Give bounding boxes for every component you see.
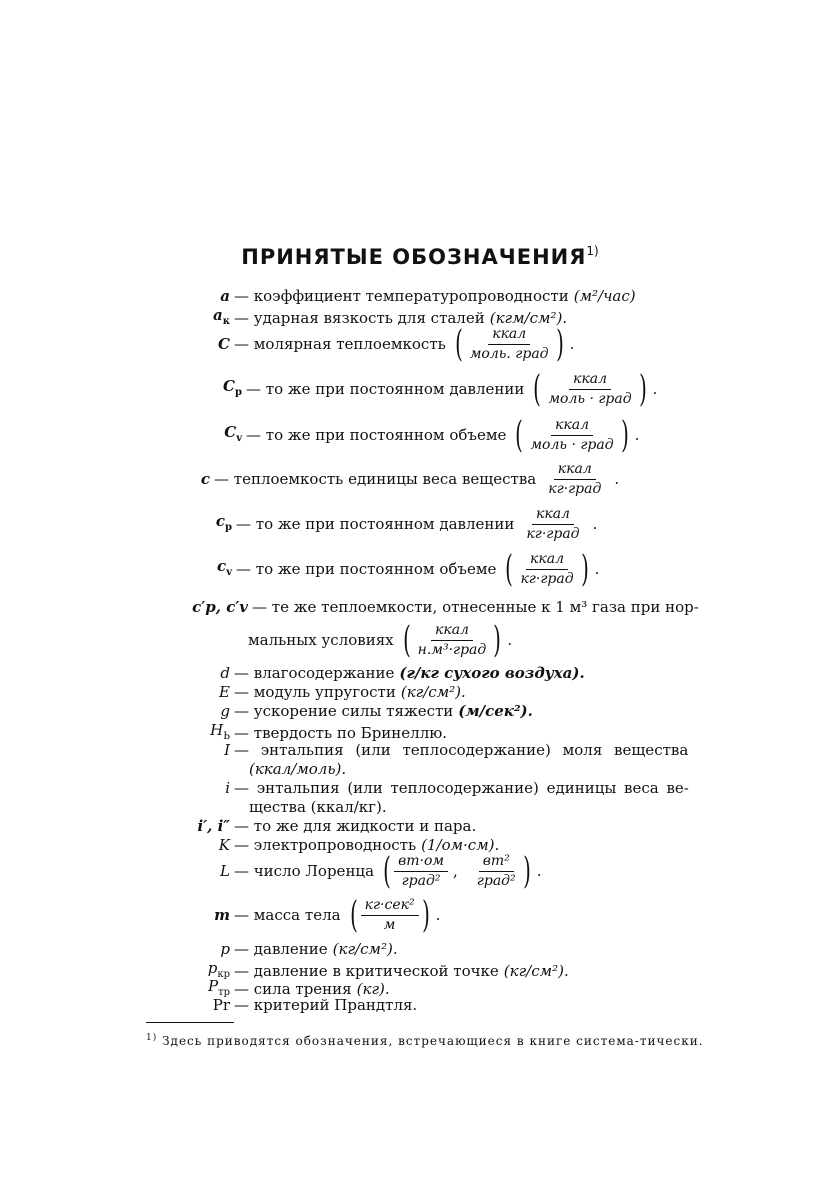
symbol: d bbox=[220, 664, 230, 682]
symbol: $C_v$ bbox=[224, 423, 242, 444]
entry-I: I — энтальпия (или теплосодержание) моля вещества bbox=[200, 741, 688, 760]
entry-c: c — теплоемкость единицы веса вещества $\frac{\text{ккал}}{\text{кг·град}}$ . bbox=[188, 461, 619, 498]
entry-Ptr: $P_{тр}$ — сила трения (кг). bbox=[200, 977, 390, 1002]
symbol: I bbox=[224, 741, 230, 759]
entry-E: E — модуль упругости (кг/см²). bbox=[200, 683, 466, 702]
entry-cv: $c_v$ — то же при постоянном объеме ( $\frac{\text{ккал}}{\text{кг·град}}$ ) . bbox=[188, 551, 599, 588]
entry-ak: $a_к$ — ударная вязкость для сталей (кгм/см²). bbox=[200, 306, 567, 331]
footnote: $^{1)}$ Здесь приводятся обозначения, встречающиеся в книге система-тически. bbox=[146, 1033, 704, 1048]
symbol: Pr bbox=[212, 996, 230, 1014]
unit-fraction: $\frac{\text{ккал}}{\text{кг·град}}$ bbox=[548, 461, 602, 497]
symbol: $c_v$ bbox=[217, 557, 232, 578]
symbol: $P_{тр}$ bbox=[207, 977, 230, 998]
unit-fraction: $\frac{\text{ккал}}{\text{моль · град}}$ bbox=[530, 417, 614, 453]
unit-fraction: $\frac{\text{вт²}}{\text{град²}}$ bbox=[476, 853, 516, 889]
page-title: ПРИНЯТЫЕ ОБОЗНАЧЕНИЯ$^{1)}$ bbox=[241, 244, 599, 269]
symbol: $p_{кр}$ bbox=[207, 959, 230, 980]
symbol: i′, i″ bbox=[197, 817, 230, 835]
symbol: $c_p$ bbox=[215, 512, 232, 533]
unit-fraction: $\frac{\text{ккал}}{\text{кг·град}}$ bbox=[526, 506, 580, 542]
unit-fraction: $\frac{вт\cdot ом}{\text{град²}}$ bbox=[394, 853, 448, 890]
entry-i-prime: i′, i″ — то же для жидкости и пара. bbox=[170, 817, 476, 836]
unit-fraction: $\frac{\text{ккал}}{\text{кг·град}}$ bbox=[520, 551, 574, 587]
entry-Cp: $C_p$ — то же при постоянном давлении ( $\frac{\text{ккал}}{\text{моль · град}}$ ) . bbox=[198, 371, 657, 408]
entry-a: a — коэффициент температуропроводности (м²/час) bbox=[200, 287, 636, 306]
unit-fraction: $\frac{\text{кг·сек²}}{м}$ bbox=[361, 897, 419, 934]
symbol: a bbox=[220, 287, 230, 305]
entry-C: C — молярная теплоемкость ( $\frac{\text{ккал}}{\text{моль. град}}$ ) . bbox=[200, 326, 574, 363]
symbol: C bbox=[218, 335, 230, 353]
symbol: m bbox=[214, 906, 230, 924]
entry-cp-cv-normal-continued: мальных условиях ( $\frac{\text{ккал}}{\text{н.м³·град}}$ ) . bbox=[248, 619, 513, 661]
symbol: g bbox=[220, 702, 230, 720]
symbol: $a_к$ bbox=[213, 306, 230, 327]
entry-Pr: Pr — критерий Прандтля. bbox=[200, 996, 417, 1015]
symbol: E bbox=[219, 683, 230, 701]
footnote-rule bbox=[146, 1022, 234, 1023]
entry-p: p — давление (кг/см²). bbox=[200, 940, 398, 959]
entry-I-continued: (ккал/моль). bbox=[249, 760, 347, 778]
entry-Cv: $C_v$ — то же при постоянном объеме ( $\frac{\text{ккал}}{\text{моль · град}}$ ) . bbox=[198, 417, 639, 454]
symbol: $C_p$ bbox=[223, 377, 242, 398]
entry-i: i — энтальпия (или теплосодержание) единицы веса ве- bbox=[200, 779, 689, 798]
entry-g: g — ускорение силы тяжести (м/сек²). bbox=[200, 702, 533, 721]
entry-L: L — число Лоренца ( $\frac{вт\cdot ом}{\text{град²}}$ , $\frac{\text{вт²}}{\text{град²}}$ ) . bbox=[200, 853, 541, 890]
symbol: c′p, c′v bbox=[192, 598, 248, 616]
entry-i-continued: щества (ккал/кг). bbox=[249, 798, 387, 816]
symbol: L bbox=[220, 862, 230, 880]
entry-pkr: $p_{кр}$ — давление в критической точке (кг/см²). bbox=[200, 959, 569, 984]
symbol: i bbox=[225, 779, 230, 797]
entry-d: d — влагосодержание (г/кг сухого воздуха). bbox=[200, 664, 585, 683]
entry-cp: $c_p$ — то же при постоянном давлении $\frac{\text{ккал}}{\text{кг·град}}$ . bbox=[188, 506, 597, 543]
entry-cp-cv-normal: c′p, c′v — те же теплоемкости, отнесенные к 1 м³ газа при нор- bbox=[168, 598, 699, 617]
unit-fraction: $\frac{\text{ккал}}{\text{н.м³·град}}$ bbox=[417, 622, 487, 658]
entry-m: m — масса тела ( $\frac{\text{кг·сек²}}{м}$ ) . bbox=[200, 897, 440, 934]
unit-fraction: $\frac{\text{ккал}}{\text{моль · град}}$ bbox=[548, 371, 632, 407]
entry-Hb: $H_Ь$ — твердость по Бринеллю. bbox=[200, 721, 447, 746]
symbol: $H_Ь$ bbox=[210, 721, 230, 742]
symbol: c bbox=[200, 470, 210, 488]
symbol: K bbox=[218, 836, 230, 854]
symbol: p bbox=[220, 940, 230, 958]
entry-K: K — электропроводность (1/ом·см). bbox=[200, 836, 499, 855]
unit-fraction: $\frac{\text{ккал}}{\text{моль. град}}$ bbox=[469, 326, 549, 362]
